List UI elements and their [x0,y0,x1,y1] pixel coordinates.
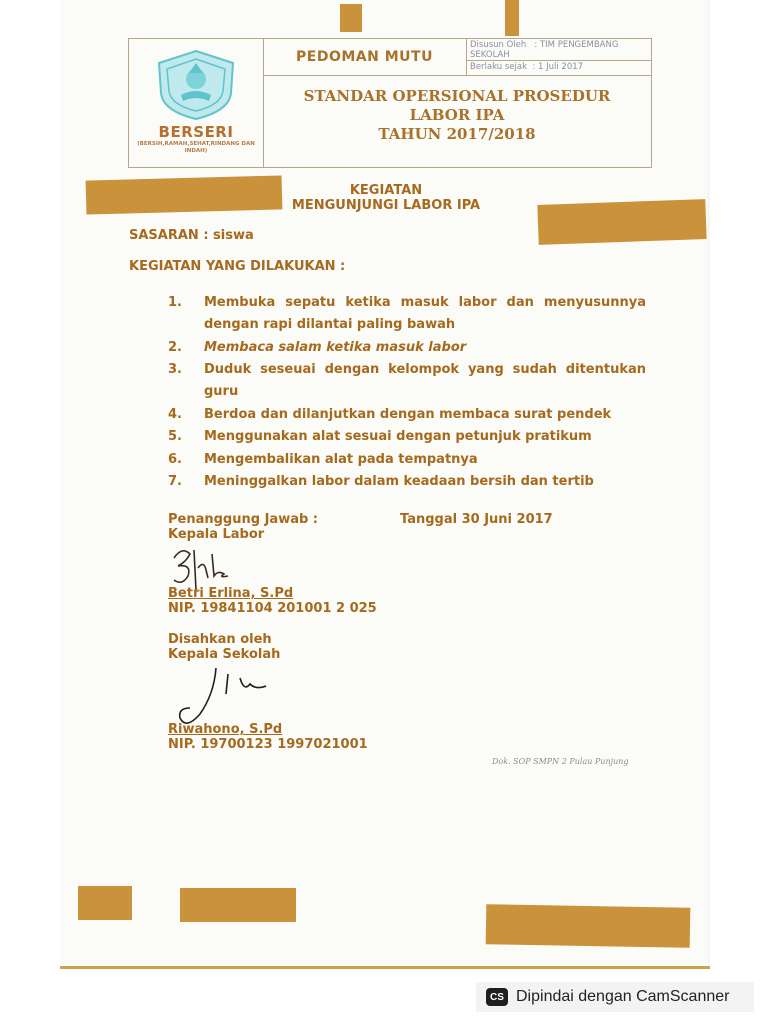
list-item: 7. Meninggalkan labor dalam keadaan bersih dan tertib [160,471,646,493]
activity-name: MENGUNJUNGI LABOR IPA [291,198,481,213]
camscanner-logo-icon: CS [486,988,508,1006]
prepared-by-label: Disusun Oleh [470,40,527,50]
approved-label: Disahkan oleh [168,632,272,647]
doc-type-title: PEDOMAN MUTU [263,39,467,75]
activity-heading [268,183,504,213]
activity-steps-list [160,292,646,494]
responsible-name: Betri Erlina, S.Pd [168,586,294,601]
sop-title-line2: LABOR IPA [409,106,505,124]
list-item: 3. Duduk seseuai dengan kelompok yang sudah ditentukan guru [160,359,646,403]
school-emblem-icon [151,49,241,121]
list-item: 1. Membuka sepatu ketika masuk labor dan menyusunnya dengan rapi dilantai paling bawah [160,292,646,336]
tape-bottom-right [486,904,691,948]
effective-value: : 1 Juli 2017 [532,62,584,72]
prepared-by-value: : TIM PENGEMBANG SEKOLAH [470,40,619,60]
tape-top-right [505,0,519,36]
list-item: 6. Mengembalikan alat pada tempatnya [160,449,646,471]
camscanner-badge [476,982,754,1012]
sop-header-box [128,38,652,168]
header-row-top [263,39,651,76]
org-name: BERSERI [158,123,234,141]
activities-heading: KEGIATAN YANG DILAKUKAN : [129,259,346,274]
document-reference: Dok. SOP SMPN 2 Pulau Punjung [492,757,629,766]
approved-name: Riwahono, S.Pd [168,722,283,737]
approved-role: Kepala Sekolah [168,647,281,662]
step-text: Membuka sepatu ketika masuk labor dan menyusunnya dengan rapi dilantai paling bawah [204,295,646,332]
step-text: Meninggalkan labor dalam keadaan bersih dan tertib [204,474,594,489]
tape-top [340,4,362,32]
responsible-label: Penanggung Jawab : [168,512,319,527]
sop-title [263,87,651,144]
tape-left-mid [86,175,283,214]
signing-date: Tanggal 30 Juni 2017 [400,512,553,527]
step-text: Berdoa dan dilanjutkan dengan membaca surat pendek [204,406,612,422]
tape-bottom-center [180,888,296,922]
step-text: Duduk seseuai dengan kelompok yang sudah ditentukan guru [204,362,646,399]
logo-cell [129,39,264,167]
camscanner-label: Dipindai dengan CamScanner [516,988,730,1005]
list-item: 2. Membaca salam ketika masuk labor [160,337,646,359]
step-text: Menggunakan alat sesuai dengan petunjuk pratikum [204,429,592,444]
list-item: 4. Berdoa dan dilanjutkan dengan membaca surat pendek [160,404,646,426]
tape-bottom-left [78,886,132,920]
page-bottom-edge [60,966,710,969]
responsible-nip: NIP. 19841104 201001 2 025 [168,601,377,616]
step-text: Membaca salam ketika masuk labor [204,339,467,355]
approved-nip: NIP. 19700123 1997021001 [168,737,368,752]
target-line: SASARAN : siswa [129,228,254,243]
activity-label: KEGIATAN [349,183,423,198]
sop-title-line3: TAHUN 2017/2018 [378,125,536,143]
list-item: 5. Menggunakan alat sesuai dengan petunjuk pratikum [160,426,646,448]
org-tagline: (BERSIH,RAMAH,SEHAT,RINDANG DAN INDAH) [137,141,255,154]
effective-label: Berlaku sejak [470,62,528,72]
doc-meta [466,39,651,75]
sop-title-line1: STANDAR OPERSIONAL PROSEDUR [303,87,611,105]
step-text: Mengembalikan alat pada tempatnya [204,451,478,467]
tape-right-mid [537,199,706,245]
responsible-role: Kepala Labor [168,527,265,542]
